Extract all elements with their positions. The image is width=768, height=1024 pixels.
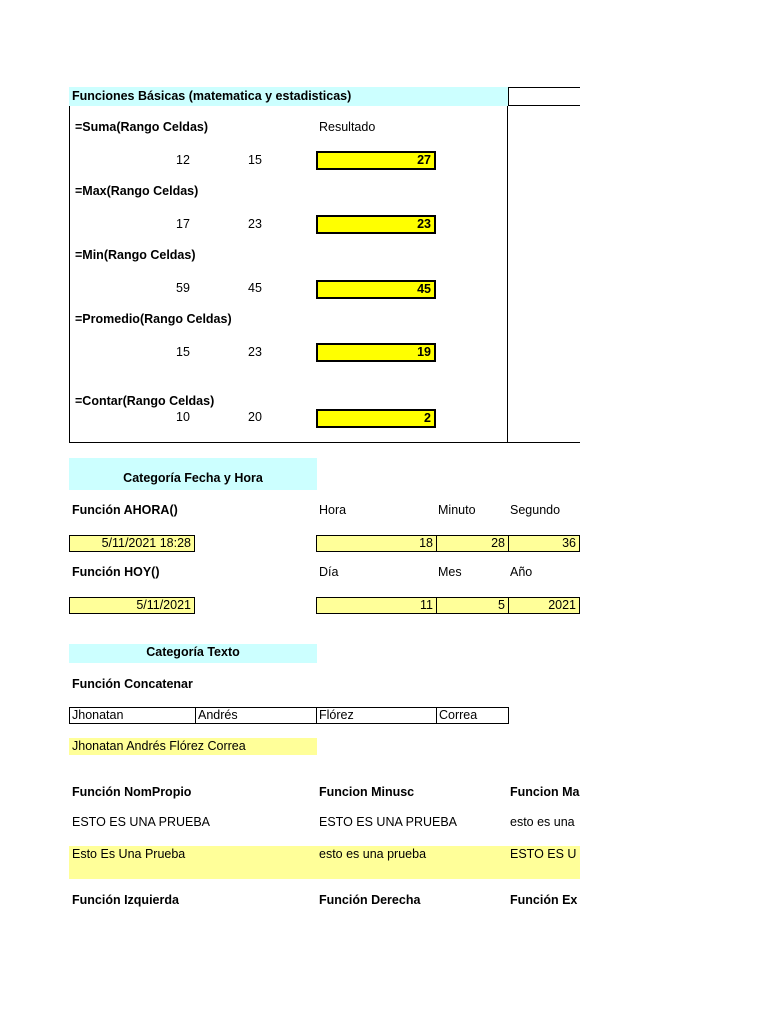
basic-side-bottom-border — [508, 442, 580, 443]
basic-header-side-cell — [508, 87, 580, 106]
mayusc-label: Funcion Ma — [510, 785, 580, 799]
promedio-value-a: 15 — [176, 345, 190, 359]
ahora-label: Función AHORA() — [72, 503, 178, 517]
concat-part-2[interactable]: Andrés — [195, 707, 317, 724]
dia-label: Día — [319, 565, 339, 579]
suma-value-a: 12 — [176, 153, 190, 167]
hora-label: Hora — [319, 503, 347, 517]
mayusc-result[interactable]: ESTO ES U — [510, 847, 577, 861]
concat-part-3[interactable]: Flórez — [316, 707, 437, 724]
suma-label: =Suma(Rango Celdas) — [75, 120, 209, 134]
minusc-input: ESTO ES UNA PRUEBA — [319, 815, 458, 829]
resultado-label: Resultado — [319, 120, 376, 134]
promedio-value-b: 23 — [248, 345, 262, 359]
max-result-cell[interactable]: 23 — [316, 215, 436, 234]
fecha-hora-title: Categoría Fecha y Hora — [69, 458, 317, 490]
mayusc-input: esto es una — [510, 815, 575, 829]
anio-label: Año — [510, 565, 533, 579]
minuto-label: Minuto — [438, 503, 476, 517]
max-value-b: 23 — [248, 217, 262, 231]
min-value-a: 59 — [176, 281, 190, 295]
segundo-value-cell[interactable]: 36 — [508, 535, 580, 552]
promedio-label: =Promedio(Rango Celdas) — [75, 312, 232, 326]
concat-part-4[interactable]: Correa — [436, 707, 509, 724]
basic-functions-box — [69, 106, 508, 443]
dia-value-cell[interactable]: 11 — [316, 597, 437, 614]
min-result-cell[interactable]: 45 — [316, 280, 436, 299]
basic-functions-title: Funciones Básicas (matematica y estadisticas) — [69, 87, 508, 106]
nompropio-result[interactable]: Esto Es Una Prueba — [72, 847, 186, 861]
minuto-value-cell[interactable]: 28 — [436, 535, 509, 552]
ahora-value-cell[interactable]: 5/11/2021 18:28 — [69, 535, 195, 552]
min-value-b: 45 — [248, 281, 262, 295]
mes-label: Mes — [438, 565, 462, 579]
max-value-a: 17 — [176, 217, 190, 231]
hoy-label: Función HOY() — [72, 565, 160, 579]
max-label: =Max(Rango Celdas) — [75, 184, 199, 198]
minusc-result[interactable]: esto es una prueba — [319, 847, 427, 861]
contar-value-b: 20 — [248, 410, 262, 424]
contar-value-a: 10 — [176, 410, 190, 424]
nompropio-input: ESTO ES UNA PRUEBA — [72, 815, 211, 829]
izquierda-label: Función Izquierda — [72, 893, 179, 907]
concat-part-1[interactable]: Jhonatan — [69, 707, 196, 724]
hoy-value-cell[interactable]: 5/11/2021 — [69, 597, 195, 614]
extraer-label: Función Ex — [510, 893, 578, 907]
anio-value-cell[interactable]: 2021 — [508, 597, 580, 614]
mes-value-cell[interactable]: 5 — [436, 597, 509, 614]
derecha-label: Función Derecha — [319, 893, 421, 907]
segundo-label: Segundo — [510, 503, 561, 517]
promedio-result-cell[interactable]: 19 — [316, 343, 436, 362]
min-label: =Min(Rango Celdas) — [75, 248, 196, 262]
nompropio-label: Función NomPropio — [72, 785, 192, 799]
concat-result-cell[interactable]: Jhonatan Andrés Flórez Correa — [69, 738, 317, 755]
concatenar-label: Función Concatenar — [72, 677, 193, 691]
contar-result-cell[interactable]: 2 — [316, 409, 436, 428]
suma-value-b: 15 — [248, 153, 262, 167]
suma-result-cell[interactable]: 27 — [316, 151, 436, 170]
contar-label: =Contar(Rango Celdas) — [75, 394, 215, 408]
texto-title: Categoría Texto — [69, 644, 317, 663]
hora-value-cell[interactable]: 18 — [316, 535, 437, 552]
minusc-label: Funcion Minusc — [319, 785, 415, 799]
